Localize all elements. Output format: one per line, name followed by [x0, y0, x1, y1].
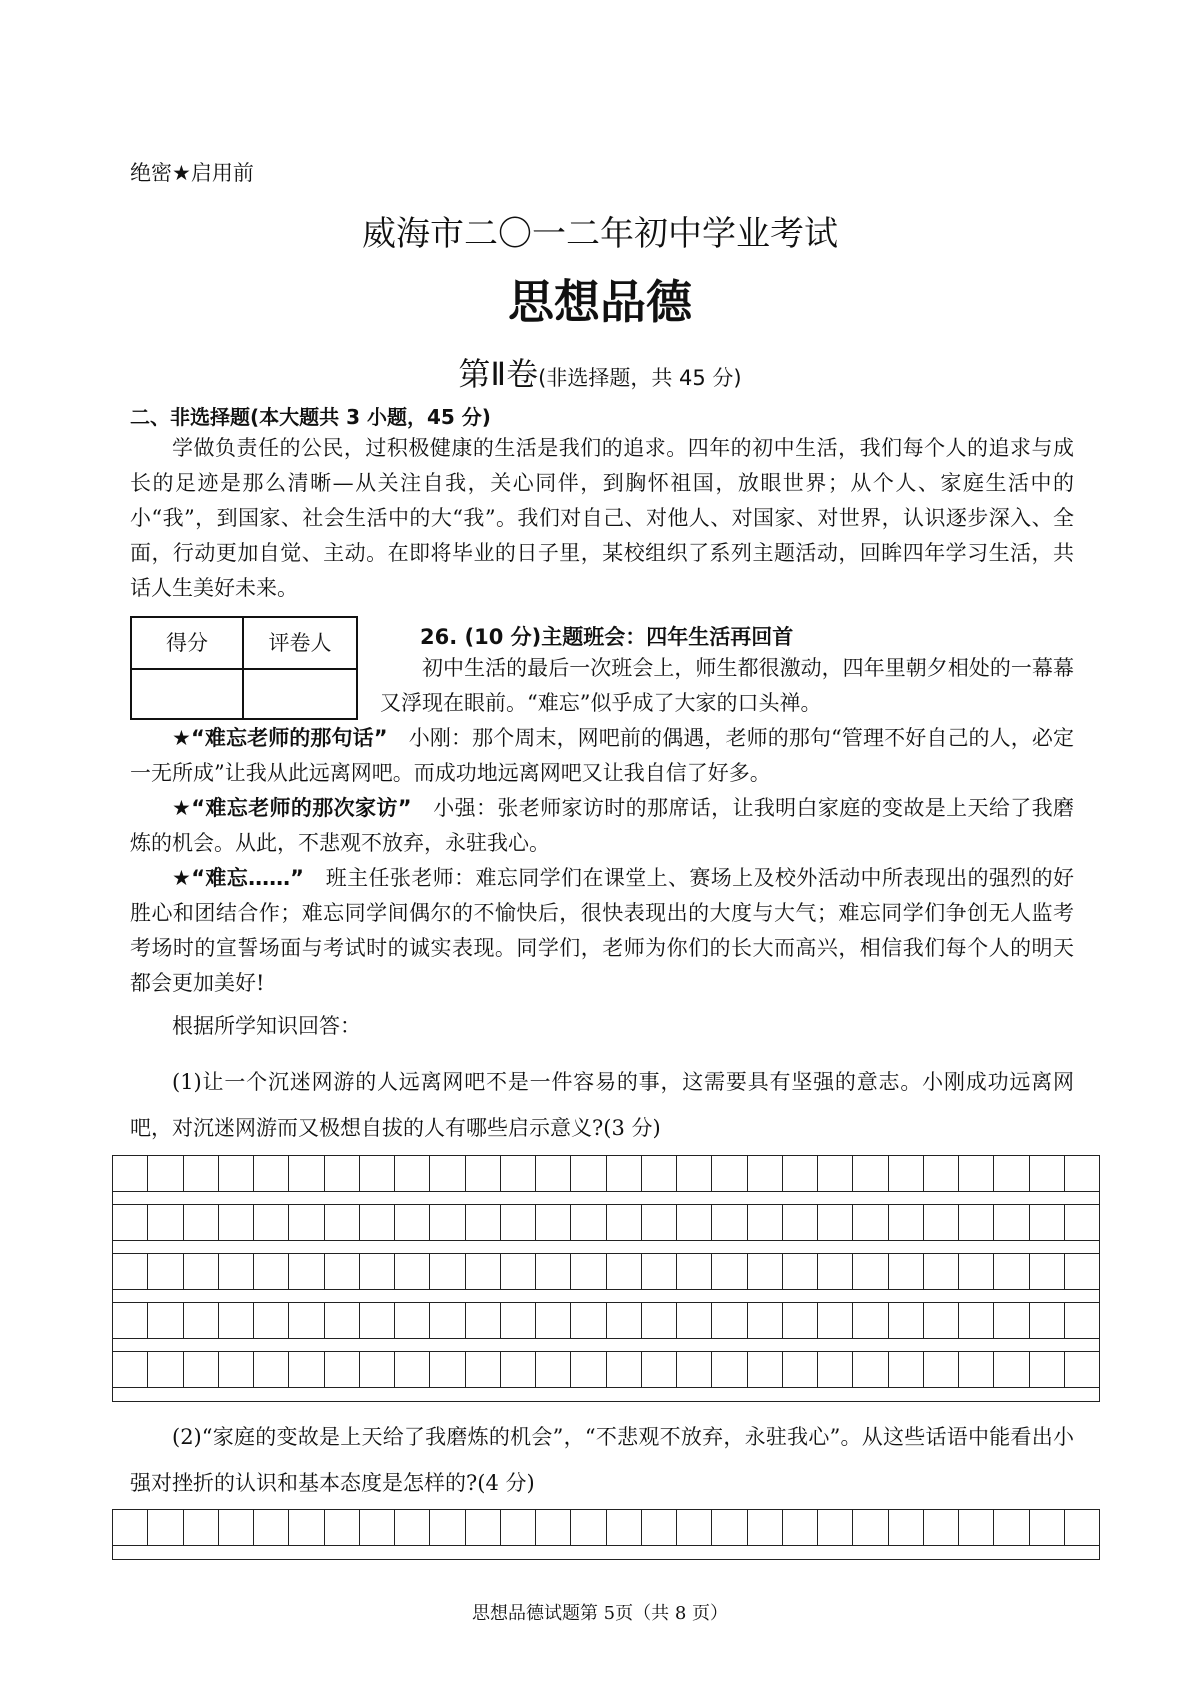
answer-cell[interactable] [360, 1254, 395, 1289]
answer-cell[interactable] [712, 1352, 747, 1387]
answer-cell[interactable] [783, 1510, 818, 1545]
answer-cell[interactable] [783, 1205, 818, 1240]
answer-cell[interactable] [430, 1510, 465, 1545]
answer-cell[interactable] [536, 1254, 571, 1289]
answer-cell[interactable] [289, 1303, 324, 1338]
answer-cell[interactable] [395, 1254, 430, 1289]
answer-cell[interactable] [924, 1352, 959, 1387]
answer-cell[interactable] [607, 1303, 642, 1338]
answer-cell[interactable] [430, 1156, 465, 1191]
answer-cell[interactable] [325, 1205, 360, 1240]
answer-grid-1[interactable] [112, 1155, 1100, 1402]
answer-cell[interactable] [571, 1156, 606, 1191]
star-item-text: 小强：张老师家访时的那席话，让我明白家庭的变故是上天给了我磨炼的机会。从此，不悲观不放弃，永驻我心。 [130, 796, 1074, 855]
answer-cell[interactable] [748, 1510, 783, 1545]
answer-cell[interactable] [430, 1254, 465, 1289]
answer-cell[interactable] [818, 1254, 853, 1289]
answer-cell[interactable] [677, 1352, 712, 1387]
answer-cell[interactable] [853, 1303, 888, 1338]
section-title: 二、非选择题(本大题共 3 小题，45 分) [130, 405, 491, 429]
answer-cell[interactable] [395, 1156, 430, 1191]
sub-question-1: (1)让一个沉迷网游的人远离网吧不是一件容易的事，这需要具有坚强的意志。小刚成功远离网吧，对沉迷网游而又极想自拔的人有哪些启示意义?(3 分) [130, 1070, 1074, 1140]
answer-cell[interactable] [148, 1205, 183, 1240]
answer-row[interactable] [113, 1303, 1099, 1339]
answer-cell[interactable] [219, 1254, 254, 1289]
answer-cell[interactable] [184, 1303, 219, 1338]
secret-mark: 绝密★启用前 [130, 161, 254, 185]
answer-cell[interactable] [677, 1254, 712, 1289]
answer-cell[interactable] [642, 1156, 677, 1191]
answer-cell[interactable] [1065, 1303, 1099, 1338]
answer-cell[interactable] [607, 1205, 642, 1240]
answer-cell[interactable] [113, 1254, 148, 1289]
answer-cell[interactable] [325, 1254, 360, 1289]
answer-cell[interactable] [113, 1205, 148, 1240]
answer-cell[interactable] [1030, 1205, 1065, 1240]
answer-cell[interactable] [289, 1254, 324, 1289]
answer-cell[interactable] [148, 1352, 183, 1387]
answer-cell[interactable] [889, 1205, 924, 1240]
answer-grid-2[interactable] [112, 1509, 1100, 1560]
page-footer: 思想品德试题第 5页（共 8 页） [471, 1603, 729, 1624]
grader-label: 评卷人 [244, 618, 356, 670]
answer-cell[interactable] [1065, 1254, 1099, 1289]
answer-cell[interactable] [289, 1205, 324, 1240]
star-item-lead: ★“难忘……” [172, 866, 304, 890]
answer-cell[interactable] [501, 1303, 536, 1338]
answer-cell[interactable] [184, 1352, 219, 1387]
answer-cell[interactable] [254, 1510, 289, 1545]
answer-cell[interactable] [1030, 1510, 1065, 1545]
answer-row[interactable] [113, 1156, 1099, 1192]
answer-cell[interactable] [748, 1254, 783, 1289]
answer-cell[interactable] [219, 1510, 254, 1545]
exam-title: 威海市二〇一二年初中学业考试 [362, 214, 838, 254]
star-item-text: 小刚：那个周末，网吧前的偶遇，老师的那句“管理不好自己的人，必定一无所成”让我从此远离网吧。而成功地远离网吧又让我自信了好多。 [130, 726, 1075, 785]
answer-cell[interactable] [959, 1510, 994, 1545]
score-table [130, 616, 358, 720]
answer-cell[interactable] [818, 1510, 853, 1545]
answer-row[interactable] [113, 1254, 1099, 1290]
answer-cell[interactable] [677, 1156, 712, 1191]
answer-cell[interactable] [994, 1303, 1029, 1338]
answer-cell[interactable] [818, 1156, 853, 1191]
answer-cell[interactable] [360, 1510, 395, 1545]
answer-cell[interactable] [853, 1352, 888, 1387]
answer-cell[interactable] [466, 1352, 501, 1387]
star-item-lead: ★“难忘老师的那句话” [172, 726, 388, 750]
question-title: 26. (10 分)主题班会：四年生活再回首 [420, 625, 794, 649]
answer-cell[interactable] [430, 1352, 465, 1387]
answer-cell[interactable] [254, 1254, 289, 1289]
answer-cell[interactable] [360, 1205, 395, 1240]
answer-cell[interactable] [1030, 1254, 1065, 1289]
answer-cell[interactable] [853, 1510, 888, 1545]
answer-cell[interactable] [571, 1254, 606, 1289]
answer-cell[interactable] [994, 1156, 1029, 1191]
answer-cell[interactable] [536, 1205, 571, 1240]
answer-cell[interactable] [748, 1205, 783, 1240]
answer-cell[interactable] [148, 1303, 183, 1338]
answer-cell[interactable] [148, 1510, 183, 1545]
star-item [130, 861, 1074, 1001]
answer-cell[interactable] [889, 1156, 924, 1191]
answer-cell[interactable] [607, 1254, 642, 1289]
star-item-lead: ★“难忘老师的那次家访” [172, 796, 412, 820]
answer-cell[interactable] [818, 1205, 853, 1240]
answer-cell[interactable] [677, 1303, 712, 1338]
answer-cell[interactable] [536, 1510, 571, 1545]
answer-cell[interactable] [783, 1254, 818, 1289]
answer-cell[interactable] [254, 1303, 289, 1338]
answer-cell[interactable] [466, 1510, 501, 1545]
grader-cell[interactable] [244, 670, 356, 718]
answer-cell[interactable] [113, 1510, 148, 1545]
answer-cell[interactable] [783, 1303, 818, 1338]
answer-cell[interactable] [571, 1510, 606, 1545]
answer-cell[interactable] [360, 1352, 395, 1387]
answer-cell[interactable] [783, 1156, 818, 1191]
answer-cell[interactable] [395, 1352, 430, 1387]
answer-cell[interactable] [219, 1156, 254, 1191]
answer-cell[interactable] [712, 1510, 747, 1545]
score-label: 得分 [132, 618, 244, 670]
sub-question-2: (2)“家庭的变故是上天给了我磨炼的机会”，“不悲观不放弃，永驻我心”。从这些话语中能看出小强对挫折的认识和基本态度是怎样的?(4 分) [130, 1425, 1074, 1495]
answer-cell[interactable] [1030, 1156, 1065, 1191]
answer-cell[interactable] [148, 1156, 183, 1191]
answer-cell[interactable] [853, 1254, 888, 1289]
answer-cell[interactable] [712, 1156, 747, 1191]
answer-cell[interactable] [642, 1254, 677, 1289]
answer-cell[interactable] [889, 1254, 924, 1289]
answer-cell[interactable] [501, 1510, 536, 1545]
answer-cell[interactable] [395, 1303, 430, 1338]
answer-cell[interactable] [607, 1156, 642, 1191]
answer-cell[interactable] [748, 1352, 783, 1387]
answer-cell[interactable] [853, 1156, 888, 1191]
answer-cell[interactable] [1065, 1205, 1099, 1240]
answer-row[interactable] [113, 1205, 1099, 1241]
answer-cell[interactable] [360, 1156, 395, 1191]
answer-cell[interactable] [113, 1303, 148, 1338]
answer-cell[interactable] [395, 1205, 430, 1240]
answer-cell[interactable] [571, 1352, 606, 1387]
volume-label: 第Ⅱ卷 [458, 355, 539, 393]
answer-cell[interactable] [1065, 1156, 1099, 1191]
answer-cell[interactable] [325, 1510, 360, 1545]
answer-cell[interactable] [959, 1303, 994, 1338]
answer-cell[interactable] [889, 1510, 924, 1545]
answer-cell[interactable] [325, 1156, 360, 1191]
answer-cell[interactable] [959, 1352, 994, 1387]
answer-cell[interactable] [430, 1303, 465, 1338]
answer-cell[interactable] [924, 1510, 959, 1545]
answer-cell[interactable] [712, 1205, 747, 1240]
answer-cell[interactable] [994, 1510, 1029, 1545]
answer-cell[interactable] [642, 1205, 677, 1240]
answer-row[interactable] [113, 1510, 1099, 1546]
answer-cell[interactable] [501, 1205, 536, 1240]
answer-cell[interactable] [924, 1303, 959, 1338]
volume-note: (非选择题，共 45 分) [538, 366, 742, 390]
section-intro: 学做负责任的公民，过积极健康的生活是我们的追求。四年的初中生活，我们每个人的追求与成长的足迹是那么清晰—从关注自我，关心同伴，到胸怀祖国，放眼世界；从个人、家庭生活中的小“我”，到国家、社会生活中的大“我”。我们对自己、对他人、对国家、对世界，认识逐步深入、全面，行动更加自觉、主动。在即将毕业的日子里，某校组织了系列主题活动，回眸四年学习生活，共话人生美好未来。 [130, 436, 1074, 600]
answer-cell[interactable] [430, 1205, 465, 1240]
star-item [130, 721, 1074, 791]
answer-cell[interactable] [889, 1303, 924, 1338]
answer-cell[interactable] [184, 1510, 219, 1545]
answer-cell[interactable] [289, 1156, 324, 1191]
answer-cell[interactable] [536, 1352, 571, 1387]
answer-cell[interactable] [289, 1352, 324, 1387]
answer-cell[interactable] [677, 1510, 712, 1545]
answer-cell[interactable] [607, 1510, 642, 1545]
answer-prompt: 根据所学知识回答： [172, 1014, 361, 1038]
answer-cell[interactable] [501, 1352, 536, 1387]
answer-cell[interactable] [994, 1352, 1029, 1387]
answer-cell[interactable] [536, 1156, 571, 1191]
answer-cell[interactable] [466, 1205, 501, 1240]
answer-cell[interactable] [466, 1156, 501, 1191]
answer-cell[interactable] [642, 1510, 677, 1545]
answer-cell[interactable] [748, 1303, 783, 1338]
answer-cell[interactable] [642, 1352, 677, 1387]
answer-cell[interactable] [113, 1156, 148, 1191]
answer-cell[interactable] [677, 1205, 712, 1240]
answer-cell[interactable] [889, 1352, 924, 1387]
answer-cell[interactable] [254, 1205, 289, 1240]
answer-cell[interactable] [571, 1303, 606, 1338]
score-cell[interactable] [132, 670, 244, 718]
question-intro: 初中生活的最后一次班会上，师生都很激动，四年里朝夕相处的一幕幕又浮现在眼前。“难忘”似乎成了大家的口头禅。 [380, 656, 1074, 715]
answer-cell[interactable] [571, 1205, 606, 1240]
answer-cell[interactable] [712, 1254, 747, 1289]
answer-cell[interactable] [289, 1510, 324, 1545]
answer-cell[interactable] [501, 1254, 536, 1289]
answer-cell[interactable] [924, 1156, 959, 1191]
answer-cell[interactable] [959, 1156, 994, 1191]
answer-cell[interactable] [219, 1205, 254, 1240]
answer-cell[interactable] [748, 1156, 783, 1191]
answer-cell[interactable] [959, 1254, 994, 1289]
star-item [130, 791, 1074, 861]
answer-cell[interactable] [536, 1303, 571, 1338]
answer-cell[interactable] [254, 1352, 289, 1387]
subject-title: 思想品德 [508, 275, 692, 329]
answer-cell[interactable] [395, 1510, 430, 1545]
answer-cell[interactable] [113, 1352, 148, 1387]
answer-cell[interactable] [959, 1205, 994, 1240]
answer-cell[interactable] [501, 1156, 536, 1191]
answer-cell[interactable] [607, 1352, 642, 1387]
answer-cell[interactable] [360, 1303, 395, 1338]
answer-cell[interactable] [1030, 1303, 1065, 1338]
answer-cell[interactable] [184, 1254, 219, 1289]
answer-row[interactable] [113, 1352, 1099, 1388]
answer-cell[interactable] [184, 1205, 219, 1240]
answer-cell[interactable] [1030, 1352, 1065, 1387]
answer-cell[interactable] [924, 1254, 959, 1289]
answer-cell[interactable] [924, 1205, 959, 1240]
answer-cell[interactable] [783, 1352, 818, 1387]
star-item-text: 班主任张老师：难忘同学们在课堂上、赛场上及校外活动中所表现出的强烈的好胜心和团结合作；难忘同学间偶尔的不愉快后，很快表现出的大度与大气；难忘同学们争创无人监考考场时的宣誓场面与考试时的诚实表现。同学们，老师为你们的长大而高兴，相信我们每个人的明天都会更加美好! [130, 866, 1075, 995]
answer-cell[interactable] [853, 1205, 888, 1240]
answer-cell[interactable] [184, 1156, 219, 1191]
answer-cell[interactable] [818, 1303, 853, 1338]
answer-cell[interactable] [466, 1254, 501, 1289]
answer-cell[interactable] [466, 1303, 501, 1338]
answer-cell[interactable] [1065, 1352, 1099, 1387]
answer-cell[interactable] [994, 1205, 1029, 1240]
volume-heading [0, 349, 1200, 395]
answer-cell[interactable] [818, 1352, 853, 1387]
answer-cell[interactable] [219, 1303, 254, 1338]
answer-cell[interactable] [254, 1156, 289, 1191]
answer-cell[interactable] [1065, 1510, 1099, 1545]
answer-cell[interactable] [219, 1352, 254, 1387]
answer-cell[interactable] [148, 1254, 183, 1289]
answer-cell[interactable] [642, 1303, 677, 1338]
answer-cell[interactable] [712, 1303, 747, 1338]
answer-cell[interactable] [325, 1303, 360, 1338]
answer-cell[interactable] [994, 1254, 1029, 1289]
answer-cell[interactable] [325, 1352, 360, 1387]
